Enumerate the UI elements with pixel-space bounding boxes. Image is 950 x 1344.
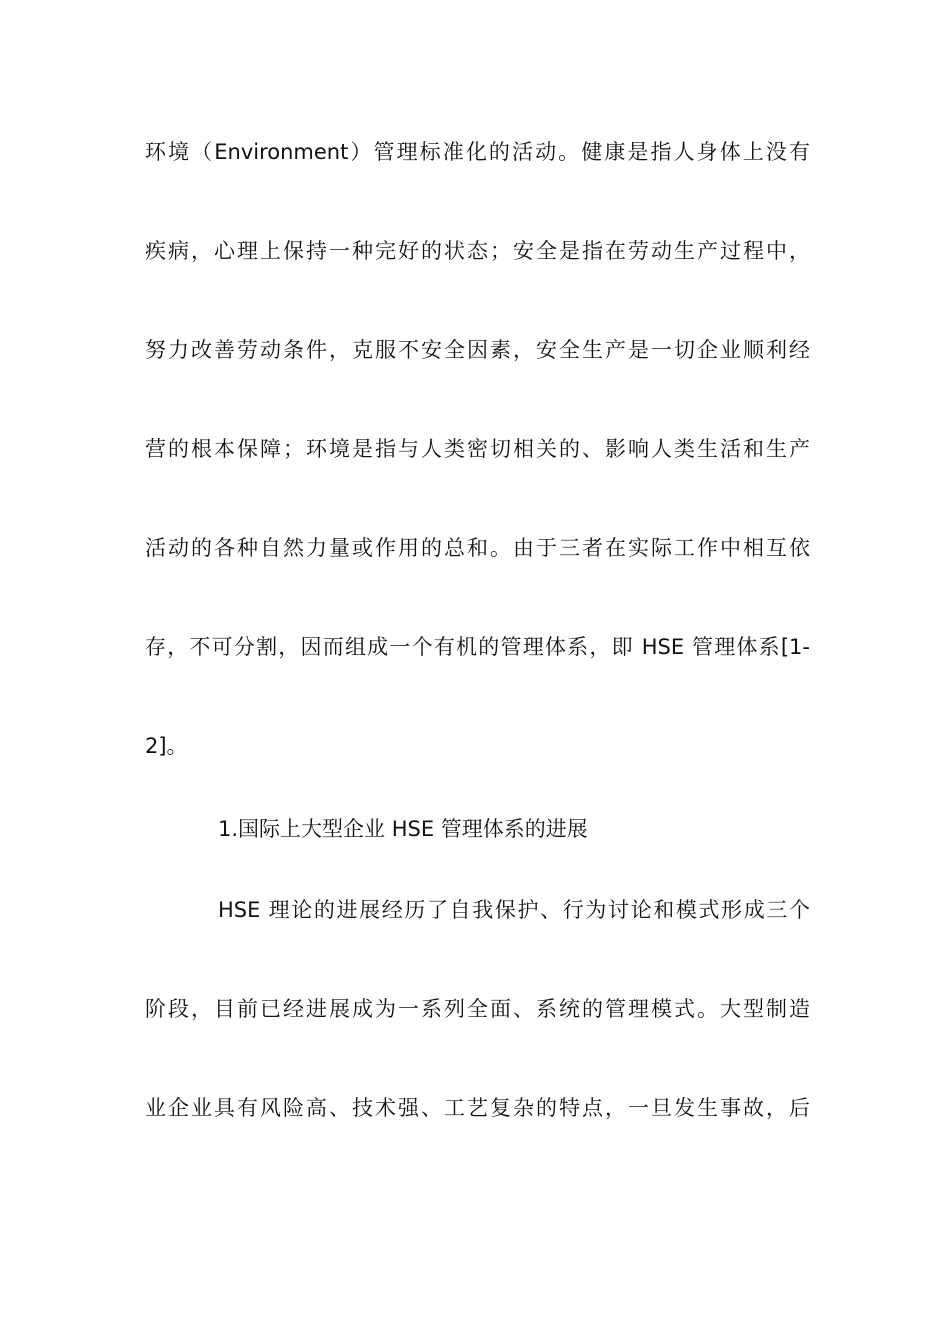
section-heading: 1.国际上大型企业 HSE 管理体系的进展	[218, 817, 588, 841]
paragraph-line: 存，不可分割，因而组成一个有机的管理体系，即 HSE 管理体系[1-	[145, 635, 810, 659]
paragraph-line: 营的根本保障；环境是指与人类密切相关的、影响人类生活和生产	[145, 437, 810, 461]
paragraph-line: HSE 理论的进展经历了自我保护、行为讨论和模式形成三个	[218, 898, 810, 922]
paragraph-line: 环境（Environment）管理标准化的活动。健康是指人身体上没有	[145, 140, 810, 164]
paragraph-line: 疾病，心理上保持一种完好的状态；安全是指在劳动生产过程中，	[145, 239, 810, 263]
paragraph-line: 阶段，目前已经进展成为一系列全面、系统的管理模式。大型制造	[145, 997, 810, 1021]
paragraph-line: 2]。	[145, 734, 188, 758]
paragraph-line: 努力改善劳动条件，克服不安全因素，安全生产是一切企业顺利经	[145, 338, 810, 362]
paragraph-line: 活动的各种自然力量或作用的总和。由于三者在实际工作中相互依	[145, 536, 810, 560]
paragraph-line: 业企业具有风险高、技术强、工艺复杂的特点，一旦发生事故，后	[145, 1096, 810, 1120]
